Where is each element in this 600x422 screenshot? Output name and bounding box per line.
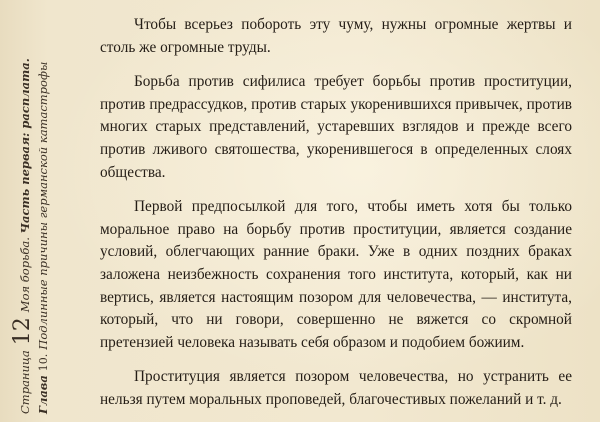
- header-line-chapter: [36, 14, 58, 414]
- chapter-number: 10.: [37, 353, 50, 372]
- chapter-title: Подлинные причины германской катастрофы: [36, 61, 50, 350]
- paragraph: Чтобы всерьез побороть эту чуму, нужны огромные жертвы и столь же огромные труды.: [100, 16, 572, 56]
- paragraph: Борьба против сифилиса требует борьбы против проституции, против предрассудков, против старых укоренившихся привычек, против многих старых представлений, устаревших взглядов и прежде всего против лживого святошества, укоренившегося в определенных слоях общества.: [100, 73, 572, 181]
- paragraph: Проституция является позором человечества, но устранить ее нельзя путем моральных проповедей, благочестивых пожеланий и т. д.: [100, 368, 572, 408]
- book-title: Моя борьба.: [18, 237, 32, 313]
- page-number: 12: [10, 317, 35, 346]
- text-body: [100, 14, 572, 422]
- book-part: Часть первая: расплата.: [18, 58, 32, 234]
- chapter-label: Глава: [36, 375, 50, 414]
- paragraph: Первой предпосылкой для того, чтобы иметь хотя бы только моральное право на борьбу против проституции, является создание условий, облегчающих ранние браки. Уже в одних поздних браках заложена неизбежность сохранения того института, который, как ни вертись, является настоящим позором для человечества, — института, который, что ни говори, совершенно не вяжется со скромной претензией человека называть себя образом и подобием божиим.: [100, 198, 572, 351]
- page-label: Страница: [18, 350, 32, 414]
- running-header: [10, 14, 58, 414]
- header-line-page: [10, 14, 36, 414]
